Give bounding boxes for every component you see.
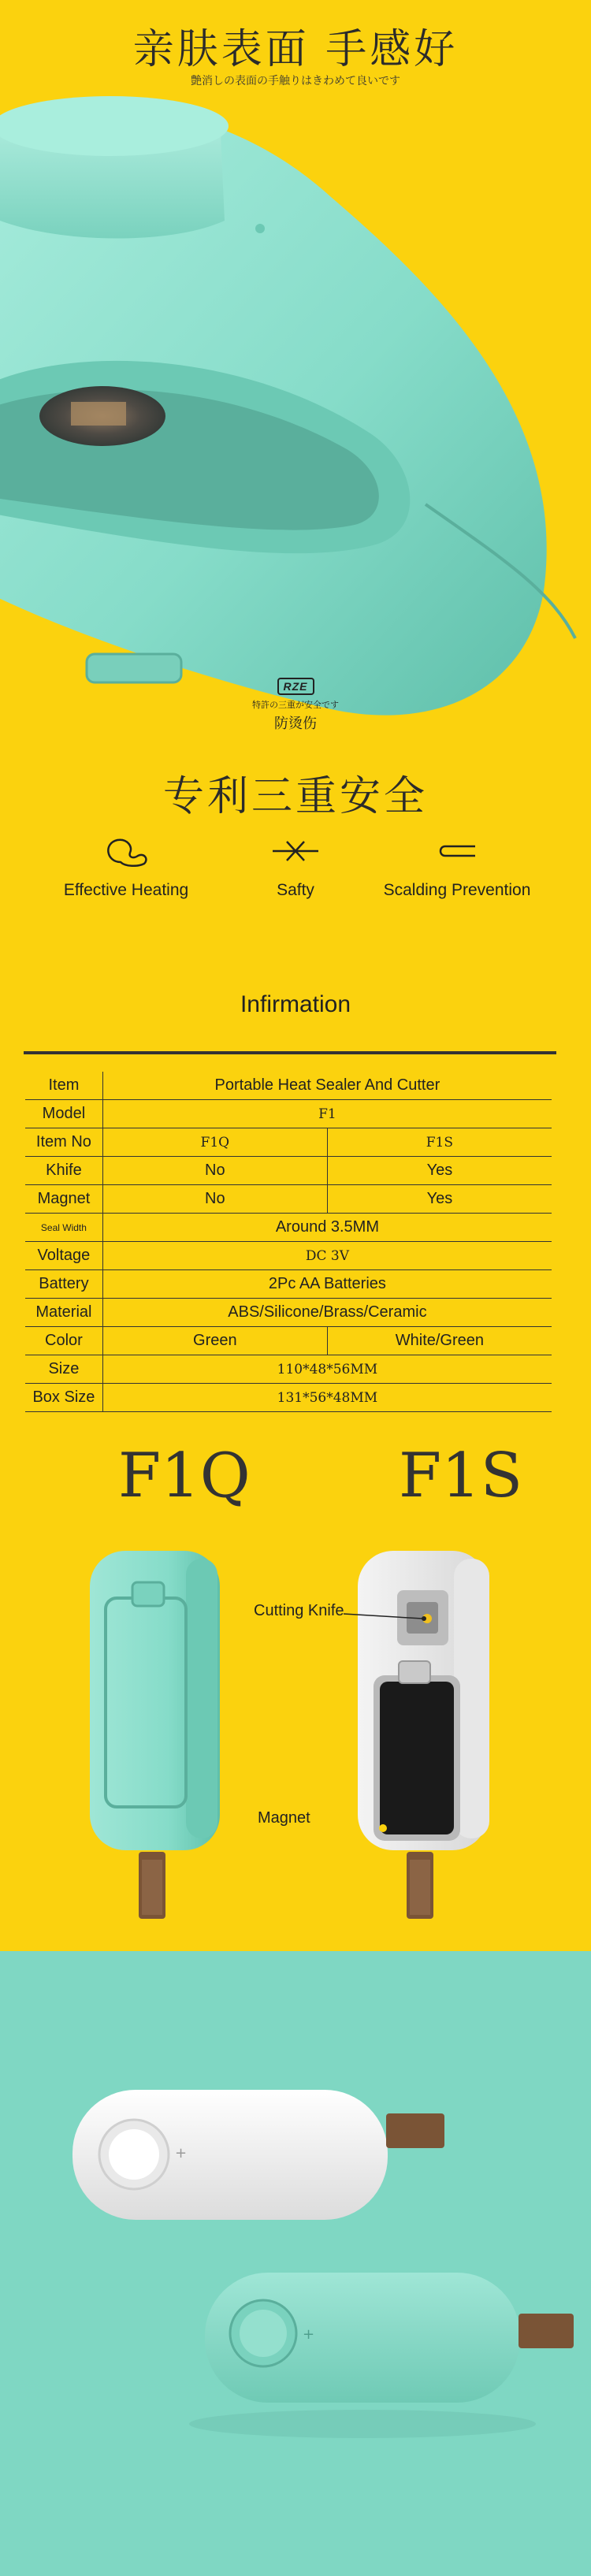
stamp-chinese-text: 防烫伤 xyxy=(274,716,317,731)
feature-scalding-prevention xyxy=(359,835,556,900)
spec-label: Item No xyxy=(25,1128,102,1157)
hero-section xyxy=(0,0,591,820)
table-row xyxy=(25,1242,552,1270)
features-row xyxy=(0,820,591,938)
sealer-closeup-illustration xyxy=(0,87,591,764)
spec-label: Box Size xyxy=(25,1384,102,1412)
hero-title: 亲肤表面 手感好 xyxy=(132,26,459,73)
spec-value: 110*48*56MM xyxy=(102,1355,552,1384)
spec-label: Color xyxy=(25,1327,102,1355)
table-row xyxy=(25,1270,552,1299)
heating-icon xyxy=(98,835,154,867)
table-row xyxy=(25,1128,552,1157)
spec-value-f1s: Yes xyxy=(327,1157,552,1185)
f1q-device-illustration xyxy=(76,1543,233,1937)
model-name-f1s: F1S xyxy=(399,1440,523,1511)
spec-label: Size xyxy=(25,1355,102,1384)
sealer-lifestyle-illustration xyxy=(0,1951,591,2576)
spec-label: Voltage xyxy=(25,1242,102,1270)
table-row xyxy=(25,1214,552,1242)
f1s-device-illustration xyxy=(351,1543,509,1937)
spec-value: Portable Heat Sealer And Cutter xyxy=(102,1072,552,1100)
spec-value: ABS/Silicone/Brass/Ceramic xyxy=(102,1299,552,1327)
spec-value: F1 xyxy=(102,1100,552,1128)
callout-magnet: Magnet xyxy=(258,1809,310,1827)
table-row xyxy=(25,1355,552,1384)
spec-label: Model xyxy=(25,1100,102,1128)
feature-label: Effective Heating xyxy=(63,881,189,899)
spec-label: Seal Width xyxy=(25,1214,102,1242)
spec-label: Magnet xyxy=(25,1185,102,1214)
table-row xyxy=(25,1185,552,1214)
spec-label: Material xyxy=(25,1299,102,1327)
spec-value-f1q: F1Q xyxy=(102,1128,327,1157)
model-name-f1q: F1Q xyxy=(118,1440,251,1511)
spec-table xyxy=(25,1072,552,1412)
spec-value: Around 3.5MM xyxy=(102,1214,552,1242)
svg-text:+: + xyxy=(303,2326,315,2343)
spec-value-f1q: No xyxy=(102,1185,327,1214)
safety-icon xyxy=(268,835,323,867)
spec-value: 131*56*48MM xyxy=(102,1384,552,1412)
spec-value-f1s: Yes xyxy=(327,1185,552,1214)
callout-cutting-knife: Cutting Knife xyxy=(254,1602,344,1619)
callout-knife-pointer xyxy=(344,1608,430,1623)
stamp-logo: RZE xyxy=(277,678,314,695)
anti-scald-badge xyxy=(236,678,355,733)
svg-text:+: + xyxy=(175,2145,188,2162)
lifestyle-section xyxy=(0,1951,591,2576)
table-row xyxy=(25,1157,552,1185)
feature-label: Safty xyxy=(277,881,314,899)
spec-label: Item xyxy=(25,1072,102,1100)
hero-subtitle: 艶消しの表面の手触りはきわめて良いです xyxy=(191,74,400,87)
spec-value: DC 3V xyxy=(102,1242,552,1270)
spec-value: 2Pc AA Batteries xyxy=(102,1270,552,1299)
table-row xyxy=(25,1100,552,1128)
scald-prevention-icon xyxy=(429,835,485,867)
table-row xyxy=(25,1327,552,1355)
info-title: Infirmation xyxy=(240,991,351,1017)
table-row xyxy=(25,1072,552,1100)
spec-value-f1s: White/Green xyxy=(327,1327,552,1355)
feature-effective-heating xyxy=(28,835,225,900)
spec-value-f1s: F1S xyxy=(327,1128,552,1157)
table-row xyxy=(25,1299,552,1327)
patent-title: 专利三重安全 xyxy=(162,773,428,820)
spec-value-f1q: No xyxy=(102,1157,327,1185)
spec-value-f1q: Green xyxy=(102,1327,327,1355)
stamp-japanese-text: 特許の三重が安全です xyxy=(252,701,339,710)
spec-label: Khife xyxy=(25,1157,102,1185)
spec-label: Battery xyxy=(25,1270,102,1299)
feature-label: Scalding Prevention xyxy=(383,881,531,899)
info-title-rule xyxy=(24,1051,556,1054)
table-row xyxy=(25,1384,552,1412)
